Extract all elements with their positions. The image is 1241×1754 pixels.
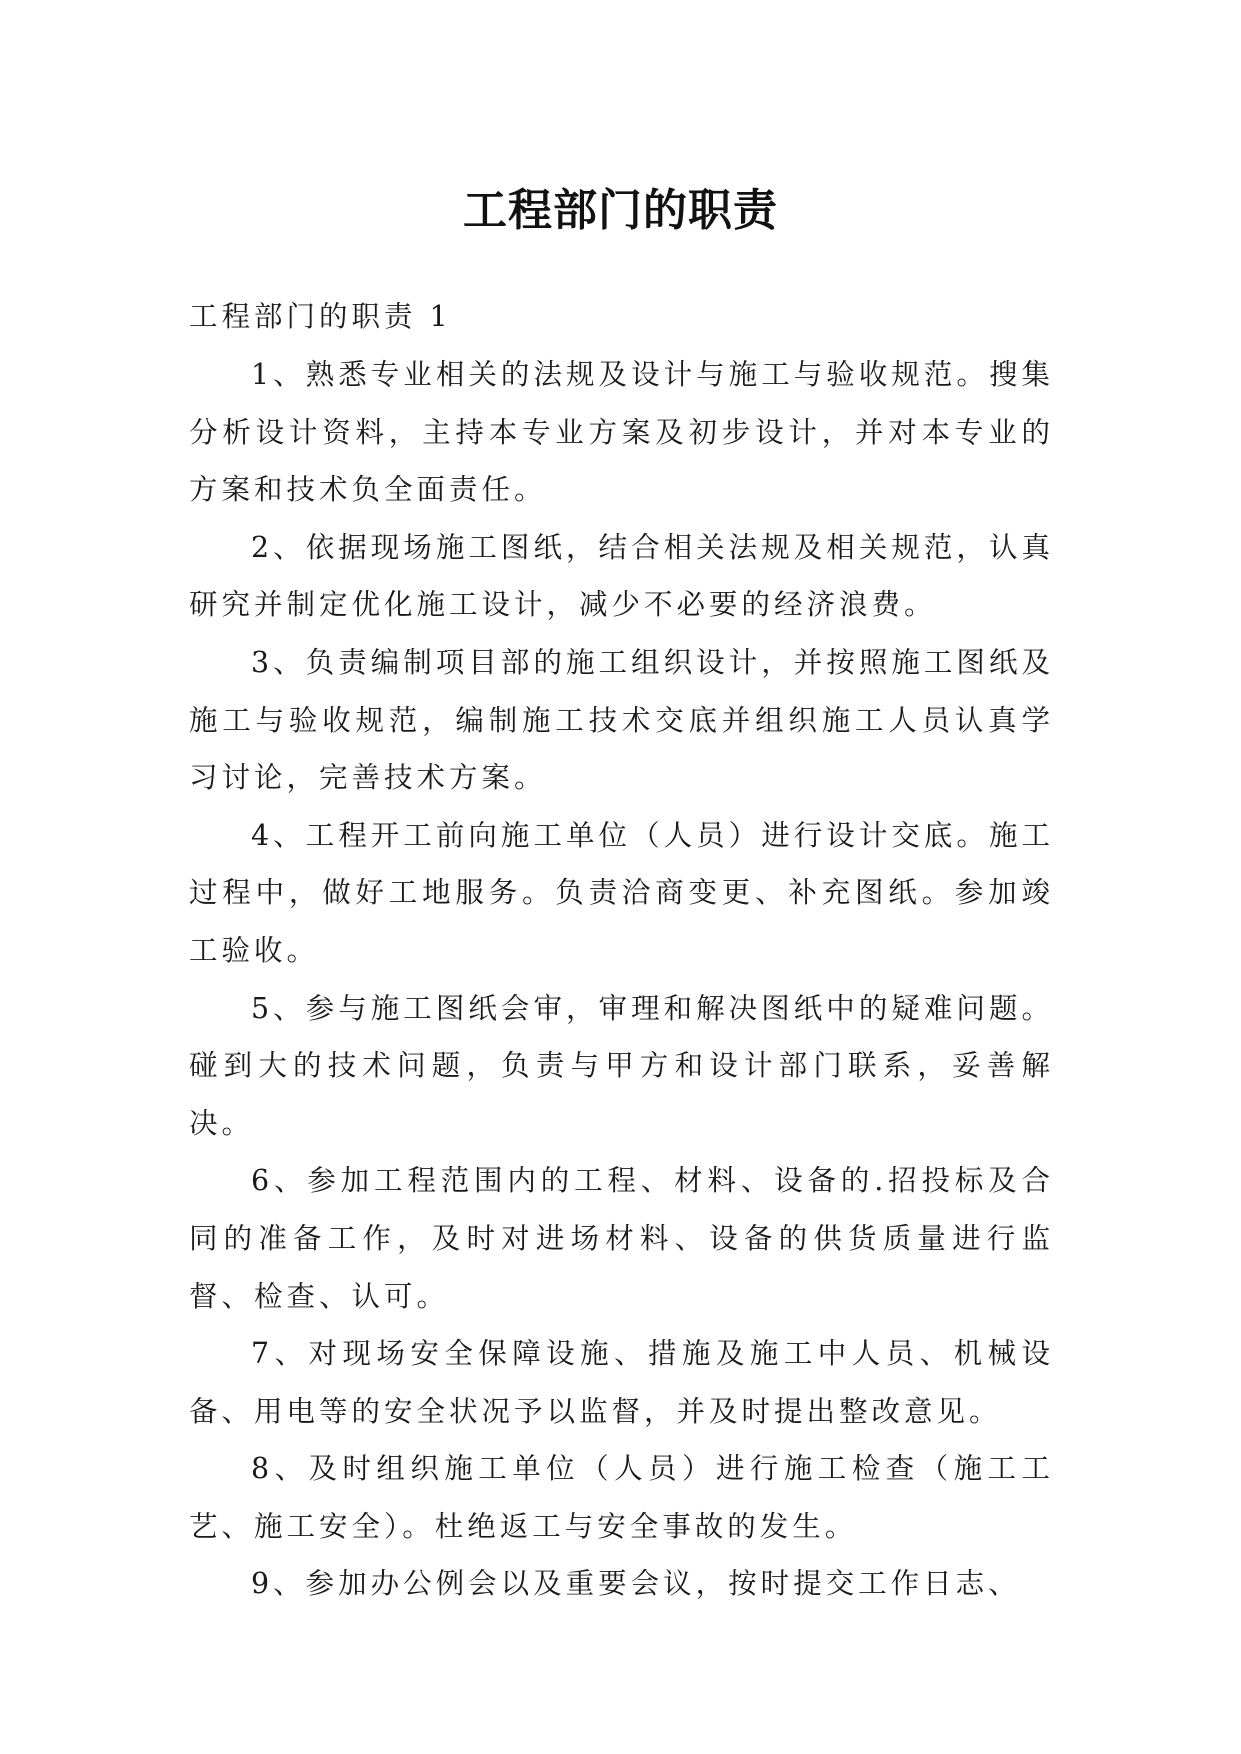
paragraph-2: 2、依据现场施工图纸，结合相关法规及相关规范，认真研究并制定优化施工设计，减少不必要的经济浪费。 bbox=[189, 530, 1054, 622]
document-body bbox=[189, 288, 1054, 1613]
paragraph-5: 5、参与施工图纸会审，审理和解决图纸中的疑难问题。碰到大的技术问题，负责与甲方和设计部门联系，妥善解决。 bbox=[189, 991, 1054, 1140]
paragraph-1: 1、熟悉专业相关的法规及设计与施工与验收规范。搜集分析设计资料，主持本专业方案及初步设计，并对本专业的方案和技术负全面责任。 bbox=[189, 358, 1054, 507]
paragraph-6: 6、参加工程范围内的工程、材料、设备的.招投标及合同的准备工作，及时对进场材料、设备的供货质量进行监督、检查、认可。 bbox=[189, 1164, 1054, 1313]
paragraph-3: 3、负责编制项目部的施工组织设计，并按照施工图纸及施工与验收规范，编制施工技术交底并组织施工人员认真学习讨论，完善技术方案。 bbox=[189, 645, 1054, 795]
paragraph-9: 9、参加办公例会以及重要会议，按时提交工作日志、 bbox=[251, 1567, 1021, 1601]
paragraph-4: 4、工程开工前向施工单位（人员）进行设计交底。施工过程中，做好工地服务。负责洽商变更、补充图纸。参加竣工验收。 bbox=[189, 818, 1054, 967]
section-heading: 工程部门的职责 1 bbox=[189, 300, 452, 333]
paragraph-8: 8、及时组织施工单位（人员）进行施工检查（施工工艺、施工安全）。杜绝返工与安全事故的发生。 bbox=[189, 1452, 1054, 1543]
document-title: 工程部门的职责 bbox=[463, 185, 778, 237]
paragraph-7: 7、对现场安全保障设施、措施及施工中人员、机械设备、用电等的安全状况予以监督，并及时提出整改意见。 bbox=[189, 1337, 1054, 1428]
